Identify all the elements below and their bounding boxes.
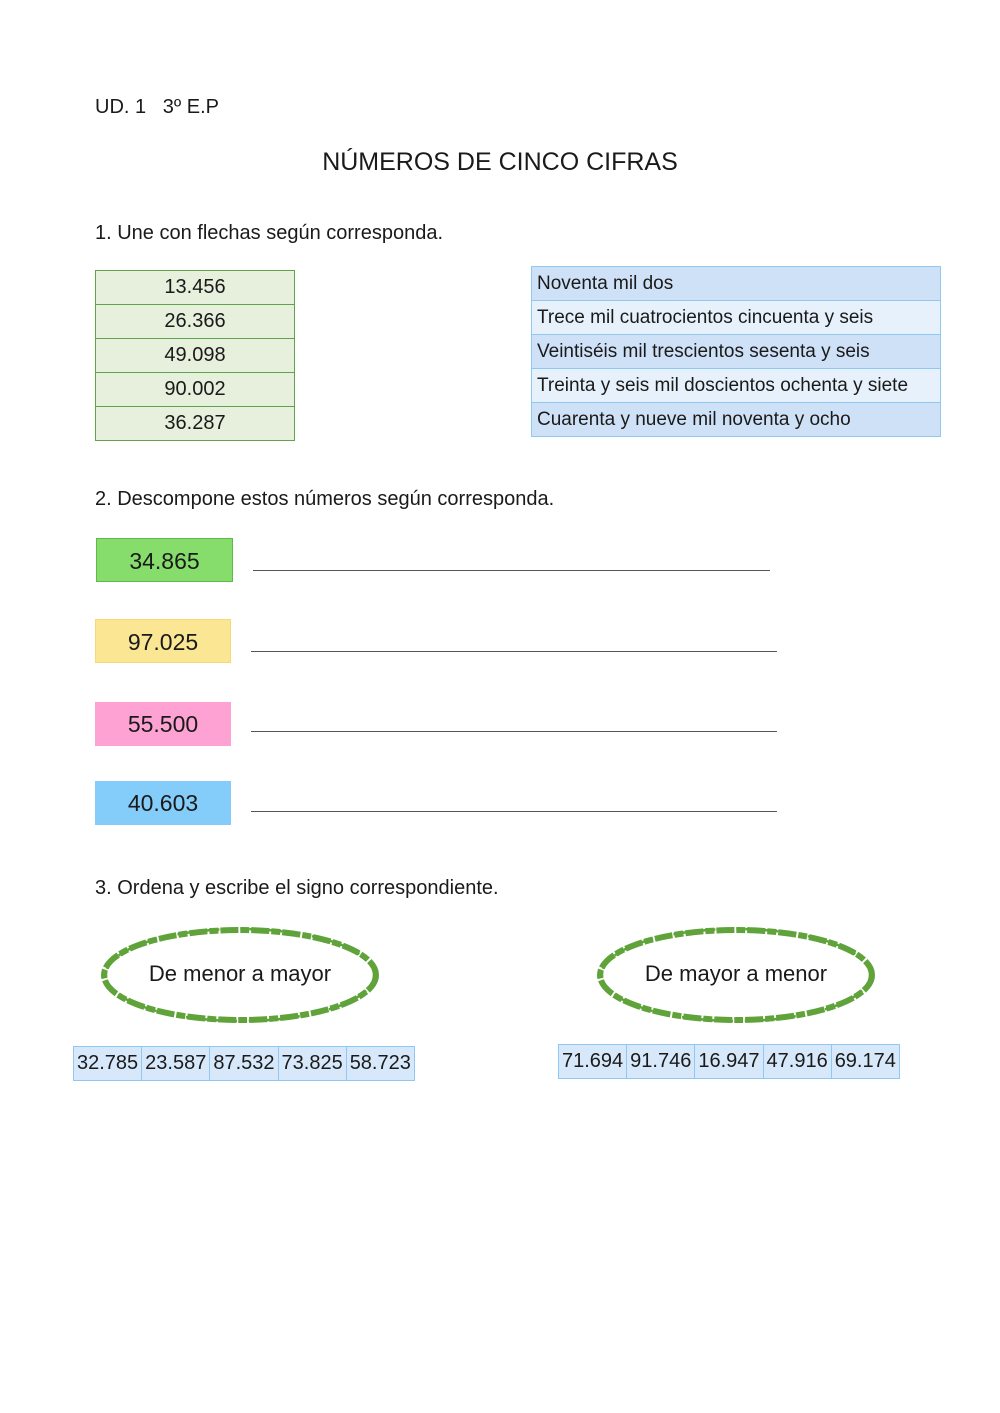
answer-line[interactable] xyxy=(251,731,777,732)
words-table xyxy=(531,266,941,437)
number-cell[interactable]: 23.587 xyxy=(142,1047,210,1081)
answer-line[interactable] xyxy=(251,651,777,652)
number-cell[interactable]: 73.825 xyxy=(278,1047,346,1081)
number-cell[interactable]: 47.916 xyxy=(763,1045,831,1079)
grade-label: 3º E.P xyxy=(162,96,220,118)
number-cell[interactable]: 87.532 xyxy=(210,1047,278,1081)
oval-label-ascending xyxy=(100,925,380,1025)
number-cell[interactable]: 91.746 xyxy=(627,1045,695,1079)
numbers-table xyxy=(95,270,295,441)
exercise3-instruction: 3. Ordena y escribe el signo correspondiente. xyxy=(95,877,499,899)
number-cell[interactable]: 71.694 xyxy=(559,1045,627,1079)
number-chip: 97.025 xyxy=(95,619,231,663)
exercise2-instruction: 2. Descompone estos números según corresponda. xyxy=(95,488,555,510)
number-chip: 34.865 xyxy=(96,538,233,582)
unit-label: UD. 1 xyxy=(95,96,147,118)
number-cell[interactable]: 32.785 xyxy=(74,1047,142,1081)
order-label: De mayor a menor xyxy=(644,961,828,986)
oval-label-descending xyxy=(596,925,876,1025)
numbers-row-descending xyxy=(558,1044,900,1079)
number-cell[interactable]: 13.456 xyxy=(96,271,295,305)
numbers-row-ascending xyxy=(73,1046,415,1081)
worksheet-header xyxy=(95,96,219,119)
word-cell[interactable]: Noventa mil dos xyxy=(532,267,941,301)
word-cell[interactable]: Veintiséis mil trescientos sesenta y seis xyxy=(532,335,941,369)
page-title: NÚMEROS DE CINCO CIFRAS xyxy=(322,148,678,176)
number-cell[interactable]: 69.174 xyxy=(831,1045,899,1079)
word-cell[interactable]: Cuarenta y nueve mil noventa y ocho xyxy=(532,403,941,437)
number-cell[interactable]: 58.723 xyxy=(346,1047,414,1081)
word-cell[interactable]: Treinta y seis mil doscientos ochenta y siete xyxy=(532,369,941,403)
number-cell[interactable]: 16.947 xyxy=(695,1045,763,1079)
word-cell[interactable]: Trece mil cuatrocientos cincuenta y seis xyxy=(532,301,941,335)
answer-line[interactable] xyxy=(253,570,770,571)
number-cell[interactable]: 36.287 xyxy=(96,407,295,441)
number-chip: 55.500 xyxy=(95,702,231,746)
order-label: De menor a mayor xyxy=(148,961,332,986)
number-chip: 40.603 xyxy=(95,781,231,825)
exercise1-instruction: 1. Une con flechas según corresponda. xyxy=(95,222,443,244)
number-cell[interactable]: 26.366 xyxy=(96,305,295,339)
number-cell[interactable]: 49.098 xyxy=(96,339,295,373)
number-cell[interactable]: 90.002 xyxy=(96,373,295,407)
answer-line[interactable] xyxy=(251,811,777,812)
